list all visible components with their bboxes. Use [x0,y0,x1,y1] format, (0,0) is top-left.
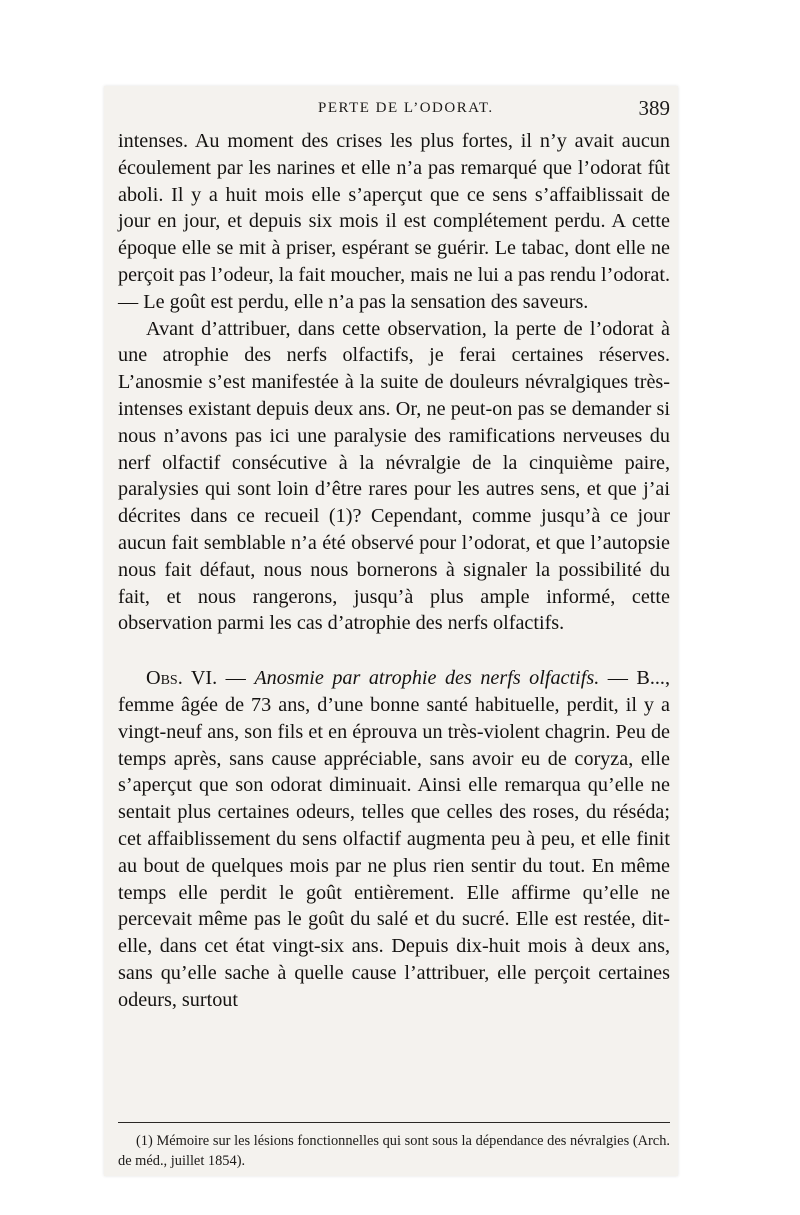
observation-text: — B..., femme âgée de 73 ans, d’une bonne santé habituelle, perdit, il y a vingt-neuf ans, son fils et en éprouva un très-violent chagrin. Peu de temps après, sans cause appréciable, sans avoir eu de coryza, elle s’aperçut que son odorat diminuait. Ainsi elle remarqua qu’elle ne sentait plus certaines odeurs, telles que celles des roses, du réséda; cet affaiblissement du sens olfactif augmenta peu à peu, et elle finit au bout de quelques mois par ne plus rien sentir du tout. En même temps elle perdit le goût entièrement. Elle affirme qu’elle ne percevait même pas le goût du salé et du sucré. Elle est restée, dit-elle, dans cet état vingt-six ans. Depuis dix-huit mois à deux ans, sans qu’elle sache à quelle cause l’attribuer, elle perçoit certaines odeurs, surtout [118,667,671,1011]
footnote [118,1131,670,1171]
observation-label: Obs. VI. [146,667,218,690]
footnote-text: (1) Mémoire sur les lésions fonctionnelles qui sont sous la dépendance des névralgies (Arch. de méd., juillet 1854). [118,1133,670,1169]
observation-paragraph [118,665,670,1013]
page-number: 389 [638,96,670,120]
paragraph-discussion: Avant d’attribuer, dans cette observation, la perte de l’odorat à une atrophie des nerfs olfactifs, je ferai certaines réserves. L’anosmie s’est manifestée à la suite de douleurs névralgiques très-intenses existant depuis deux ans. Or, ne peut-on pas se demander si nous n’avons pas ici une paralysie des ramifications nerveuses du nerf olfactif consécutive à la névralgie de la cinquième paire, paralysies qui sont loin d’être rares pour les autres sens, et que j’ai décrites dans ce recueil (1)? Cependant, comme jusqu’à ce jour aucun fait semblable n’a été observé pour l’odorat, et que l’autopsie nous fait défaut, nous nous bornerons à signaler la possibilité du fait, et nous rangerons, jusqu’à plus ample informé, cette observation parmi les cas d’atrophie des nerfs olfactifs. [118,317,670,635]
observation-title: Anosmie par atrophie des nerfs olfactifs. [254,667,600,690]
running-head [118,96,670,122]
body-text [118,128,670,1014]
footnote-rule [118,1122,670,1123]
paragraph-continuation: intenses. Au moment des crises les plus fortes, il n’y avait aucun écoulement par les narines et elle n’a pas remarqué que l’odorat fût aboli. Il y a huit mois elle s’aperçut que ce sens s’affaiblissait de jour en jour, et depuis six mois il est complétement perdu. A cette époque elle se mit à priser, espérant se guérir. Le tabac, dont elle ne perçoit pas l’odeur, la fait moucher, mais ne lui a pas rendu l’odorat.— Le goût est perdu, elle n’a pas la sensation des saveurs. [118,130,670,313]
running-title: PERTE DE L’ODORAT. [318,100,494,116]
observation-dash: — [217,667,255,690]
